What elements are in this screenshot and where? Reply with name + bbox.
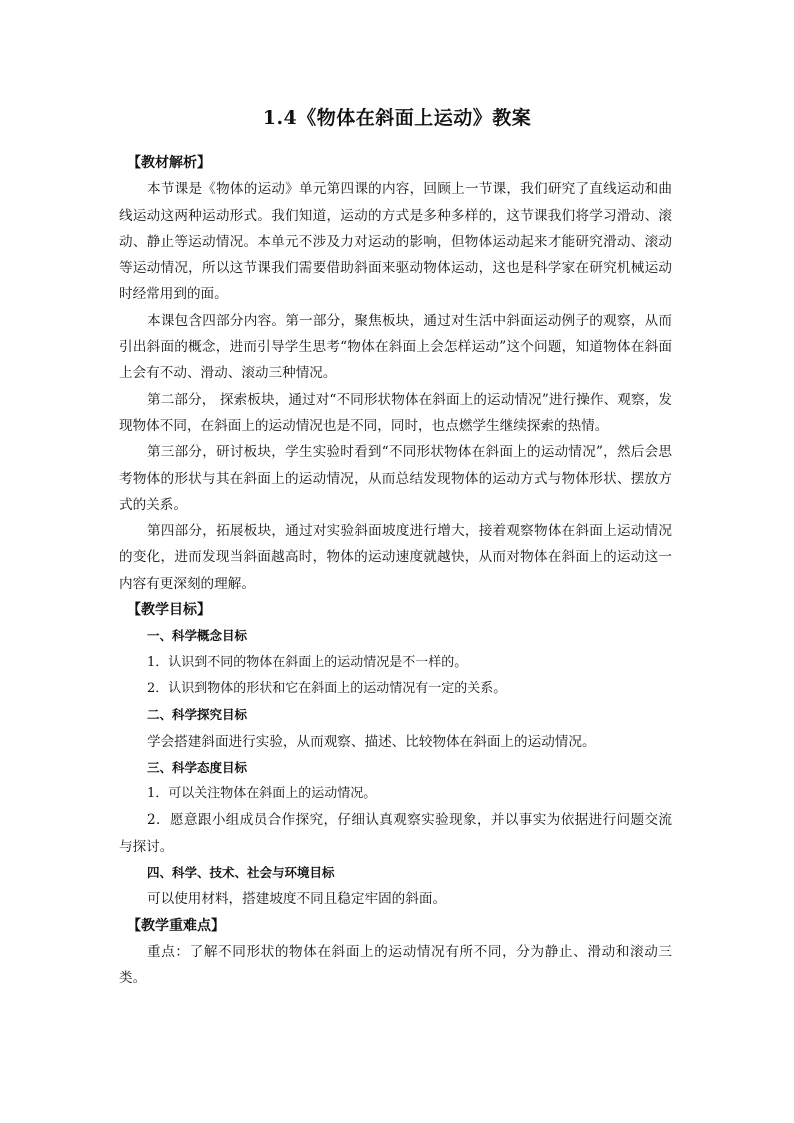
- list-item: 1．可以关注物体在斜面上的运动情况。: [147, 786, 377, 802]
- paragraph: 第二部分， 探索板块，通过对“不同形状物体在斜面上的运动情况”进行操作、观察，发现物体不同，在斜面上的运动情况也是不同，同时，也点燃学生继续探索的热情。: [119, 391, 672, 434]
- list-item: 2．愿意跟小组成员合作探究，仔细认真观察实验现象，并以事实为依据进行问题交流与探讨。: [119, 812, 672, 855]
- paragraph: 可以使用材料，搭建坡度不同且稳定牢固的斜面。: [147, 891, 447, 908]
- paragraph: 重点：了解不同形状的物体在斜面上的运动情况有所不同，分为静止、滑动和滚动三类。: [119, 943, 672, 987]
- subheading-science-concept: 一、科学概念目标: [147, 628, 248, 644]
- paragraph: 本节课是《物体的运动》单元第四课的内容，回顾上一节课，我们研究了直线运动和曲线运动这两种运动形式。我们知道，运动的方式是多种多样的，这节课我们将学习滑动、滚动、静止等运动情况。本单元不涉及力对运动的影响，但物体运动起来才能研究滑动、滚动等运动情况，所以这节课我们需要借助斜面来驱动物体运动，这也是科学家在研究机械运动时经常用到的面。: [119, 181, 672, 303]
- section-heading-teaching-goals: 【教学目标】: [127, 602, 211, 619]
- subheading-science-attitude: 三、科学态度目标: [147, 759, 248, 775]
- paragraph: 第四部分，拓展板块，通过对实验斜面坡度进行增大，接着观察物体在斜面上运动情况的变化，进而发现当斜面越高时，物体的运动速度就越快，从而对物体在斜面上的运动这一内容有更深刻的理解。: [119, 523, 672, 592]
- list-item: 2．认识到物体的形状和它在斜面上的运动情况有一定的关系。: [147, 680, 507, 696]
- subheading-sts: 四、科学、技术、社会与环境目标: [147, 865, 335, 881]
- document-body: [119, 150, 672, 992]
- list-item: 1．认识到不同的物体在斜面上的运动情况是不一样的。: [147, 654, 468, 670]
- paragraph: 第三部分，研讨板块，学生实验时看到“不同形状物体在斜面上的运动情况”，然后会思考物体的形状与其在斜面上的运动情况，从而总结发现物体的运动方式与物体形状、摆放方式的关系。: [119, 444, 672, 513]
- document-title: 1.4《物体在斜面上运动》教案: [262, 107, 532, 129]
- paragraph: 本课包含四部分内容。第一部分，聚焦板块，通过对生活中斜面运动例子的观察，从而引出斜面的概念，进而引导学生思考“物体在斜面上会怎样运动”这个问题，知道物体在斜面上会有不动、滑动、滚动三种情况。: [119, 312, 672, 382]
- section-heading-key-difficulties: 【教学重难点】: [127, 917, 225, 934]
- section-heading-textbook-analysis: 【教材解析】: [127, 155, 211, 171]
- paragraph: 学会搭建斜面进行实验，从而观察、描述、比较物体在斜面上的运动情况。: [147, 733, 596, 750]
- subheading-science-inquiry: 二、科学探究目标: [147, 707, 248, 723]
